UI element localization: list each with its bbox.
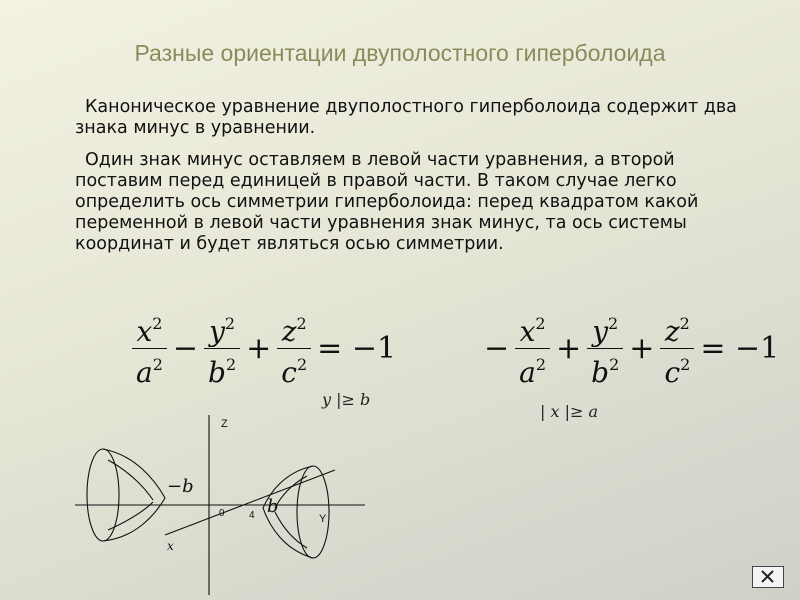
condition-x: | x |≥ a [540,402,599,421]
hyperboloid-diagram [75,410,375,595]
origin-label: 0 [219,508,225,519]
tick-label: 4 [249,510,255,521]
operator-plus: + [556,331,582,366]
fraction-y: $\frac{y^2}{b^2}$ [204,308,240,389]
condition-y: y |≥ b [322,390,371,409]
right-hand-side: = −1 [317,331,397,366]
operator-plus: + [246,331,272,366]
fraction-z: $\frac{z^2}{c^2}$ [277,308,311,389]
formula-y-axis [130,308,400,389]
y-axis-label: Y [319,513,327,525]
operator-minus: − [172,331,199,366]
leading-minus: − [484,331,510,366]
fraction-x: $\frac{x^2}{a^2}$ [515,308,550,389]
right-hand-side: = −1 [700,331,780,366]
close-button[interactable] [752,566,784,588]
slide-title: Разные ориентации двуполостного гиперболоида [134,40,666,66]
close-x-icon [753,567,782,586]
z-axis-label: Z [221,418,228,430]
fraction-y: $\frac{y^2}{b^2}$ [587,308,623,389]
fraction-z: $\frac{z^2}{c^2}$ [660,308,694,389]
b-label: b [267,496,279,517]
fraction-x: $\frac{x^2}{a^2}$ [132,308,167,389]
paragraph-symmetry-axis: Один знак минус оставляем в левой части уравнения, а второй поставим перед единицей в правой части. В таком случае легко определить ось симметрии гиперболоида: перед квадратом какой переменной в левой части уравнения знак минус, та ось системы координат и будет являться осью симметрии. [75,150,699,254]
paragraph-canonical-equation: Каноническое уравнение двуполостного гиперболоида содержит два знака минус в уравнении. [75,97,737,138]
operator-plus: + [629,331,655,366]
x-axis-label: x [167,539,174,553]
neg-b-label: −b [167,476,194,497]
formula-x-axis [480,308,783,389]
